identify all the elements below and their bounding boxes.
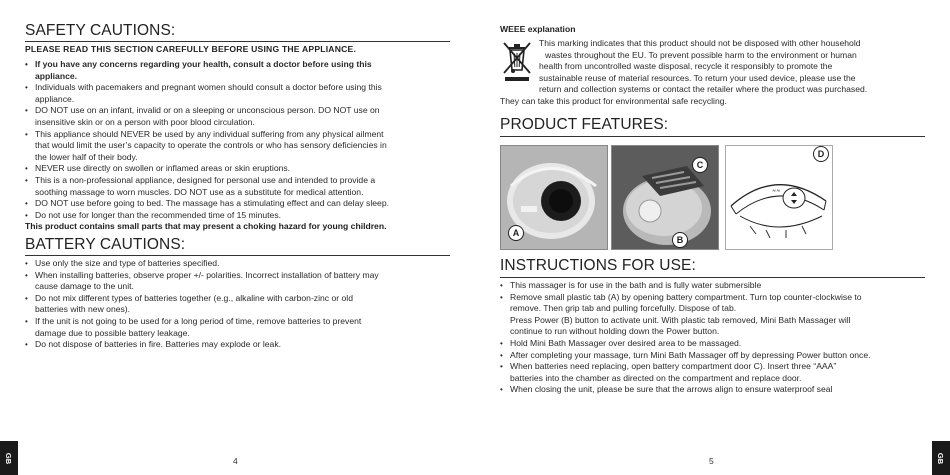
list-item: • If the unit is not going to be used for a long period of time, remove batteries to prevent damage due to possible battery leakage. [25,316,455,339]
language-tab-right: GB [932,441,950,475]
list-item: • If you have any concerns regarding your health, consult a doctor before using this appliance. [25,59,455,82]
list-item: • Hold Mini Bath Massager over desired area to be massaged. [500,338,940,350]
weee-title: WEEE explanation [500,24,576,34]
page-number-left: 4 [233,456,238,466]
list-item: • DO NOT use on an infant, invalid or on a sleeping or unconscious person. DO NOT use on insensitive skin or on a person with poor blood circulation. [25,105,455,128]
battery-cautions-title: BATTERY CAUTIONS: [25,236,186,253]
list-item: • When batteries need replacing, open battery compartment door C). Insert three “AAA” batteries into the chamber as directed on the compartment and replace door. [500,361,940,384]
list-item: • Do not use for longer than the recommended time of 15 minutes. [25,210,455,222]
list-item: • When closing the unit, please be sure that the arrows align to ensure waterproof seal [500,384,940,396]
list-item: • Remove small plastic tab (A) by opening battery compartment. Turn top counter-clockwise to remove. Then grip tab and pulling forcefully. Dispose of tab. Press Power (B) button to activate unit. With plastic tab removed, Mini Bath Massager will continue to run without holding down the Power button. [500,292,940,338]
list-item: • NEVER use directly on swollen or inflamed areas or skin eruptions. [25,163,455,175]
instructions-title: INSTRUCTIONS FOR USE: [500,257,696,274]
label-b: B [672,232,688,248]
list-item: • When installing batteries, observe proper +/- polarities. Incorrect installation of battery may cause damage to the unit. [25,270,455,293]
product-features-title: PRODUCT FEATURES: [500,116,669,133]
list-item: • This is a non-professional appliance, designed for personal use and intended to provide a soothing massage to worn muscles. DO NOT use as a substitute for medical attention. [25,175,455,198]
safety-list [25,59,455,221]
safety-cautions-title: SAFETY CAUTIONS: [25,22,176,39]
label-a: A [508,225,524,241]
list-item: • Use only the size and type of batteries specified. [25,258,455,270]
safety-subtitle: PLEASE READ THIS SECTION CAREFULLY BEFORE USING THE APPLIANCE. [25,44,357,54]
instructions-rule [500,277,925,278]
svg-text:≈≈: ≈≈ [772,188,781,194]
label-c: C [692,157,708,173]
list-item: • Individuals with pacemakers and pregnant women should consult a doctor before using this appliance. [25,82,455,105]
safety-rule [25,41,450,42]
battery-list [25,258,455,351]
weee-last-line: They can take this product for environmental safe recycling. [500,96,727,106]
list-item: • Do not dispose of batteries in fire. Batteries may explode or leak. [25,339,455,351]
choking-warning: This product contains small parts that may present a choking hazard for young children. [25,221,387,231]
battery-rule [25,255,450,256]
list-item: • This massager is for use in the bath and is fully water submersible [500,280,940,292]
language-tab-left: GB [0,441,18,475]
list-item: • DO NOT use before going to bed. The massage has a stimulating effect and can delay sleep. [25,198,455,210]
instructions-list [500,280,940,396]
list-item: • After completing your massage, turn Mini Bath Massager off by depressing Power button once. [500,350,940,362]
label-d: D [813,146,829,162]
list-item: • This appliance should NEVER be used by any individual suffering from any physical ailment that would limit the user’s capacity to operate the controls or who has sensory deficiencies in the lower half of their body. [25,129,455,164]
right-page [475,0,950,475]
list-item: • Do not mix different types of batteries together (e.g., alkaline with carbon-zinc or old batteries with new ones). [25,293,455,316]
page-number-right: 5 [709,456,714,466]
features-rule [500,136,925,137]
crossed-bin-icon [501,39,533,83]
weee-text-block: This marking indicates that this product should not be disposed with other household wastes throughout the EU. To prevent possible harm to the environment or human health from uncontrolled waste disposal, recycle it responsibly to promote the sustainable reuse of material resources. To return your used device, please use the return and collection systems or contact the retailer where the product was purchased. [539,38,868,95]
